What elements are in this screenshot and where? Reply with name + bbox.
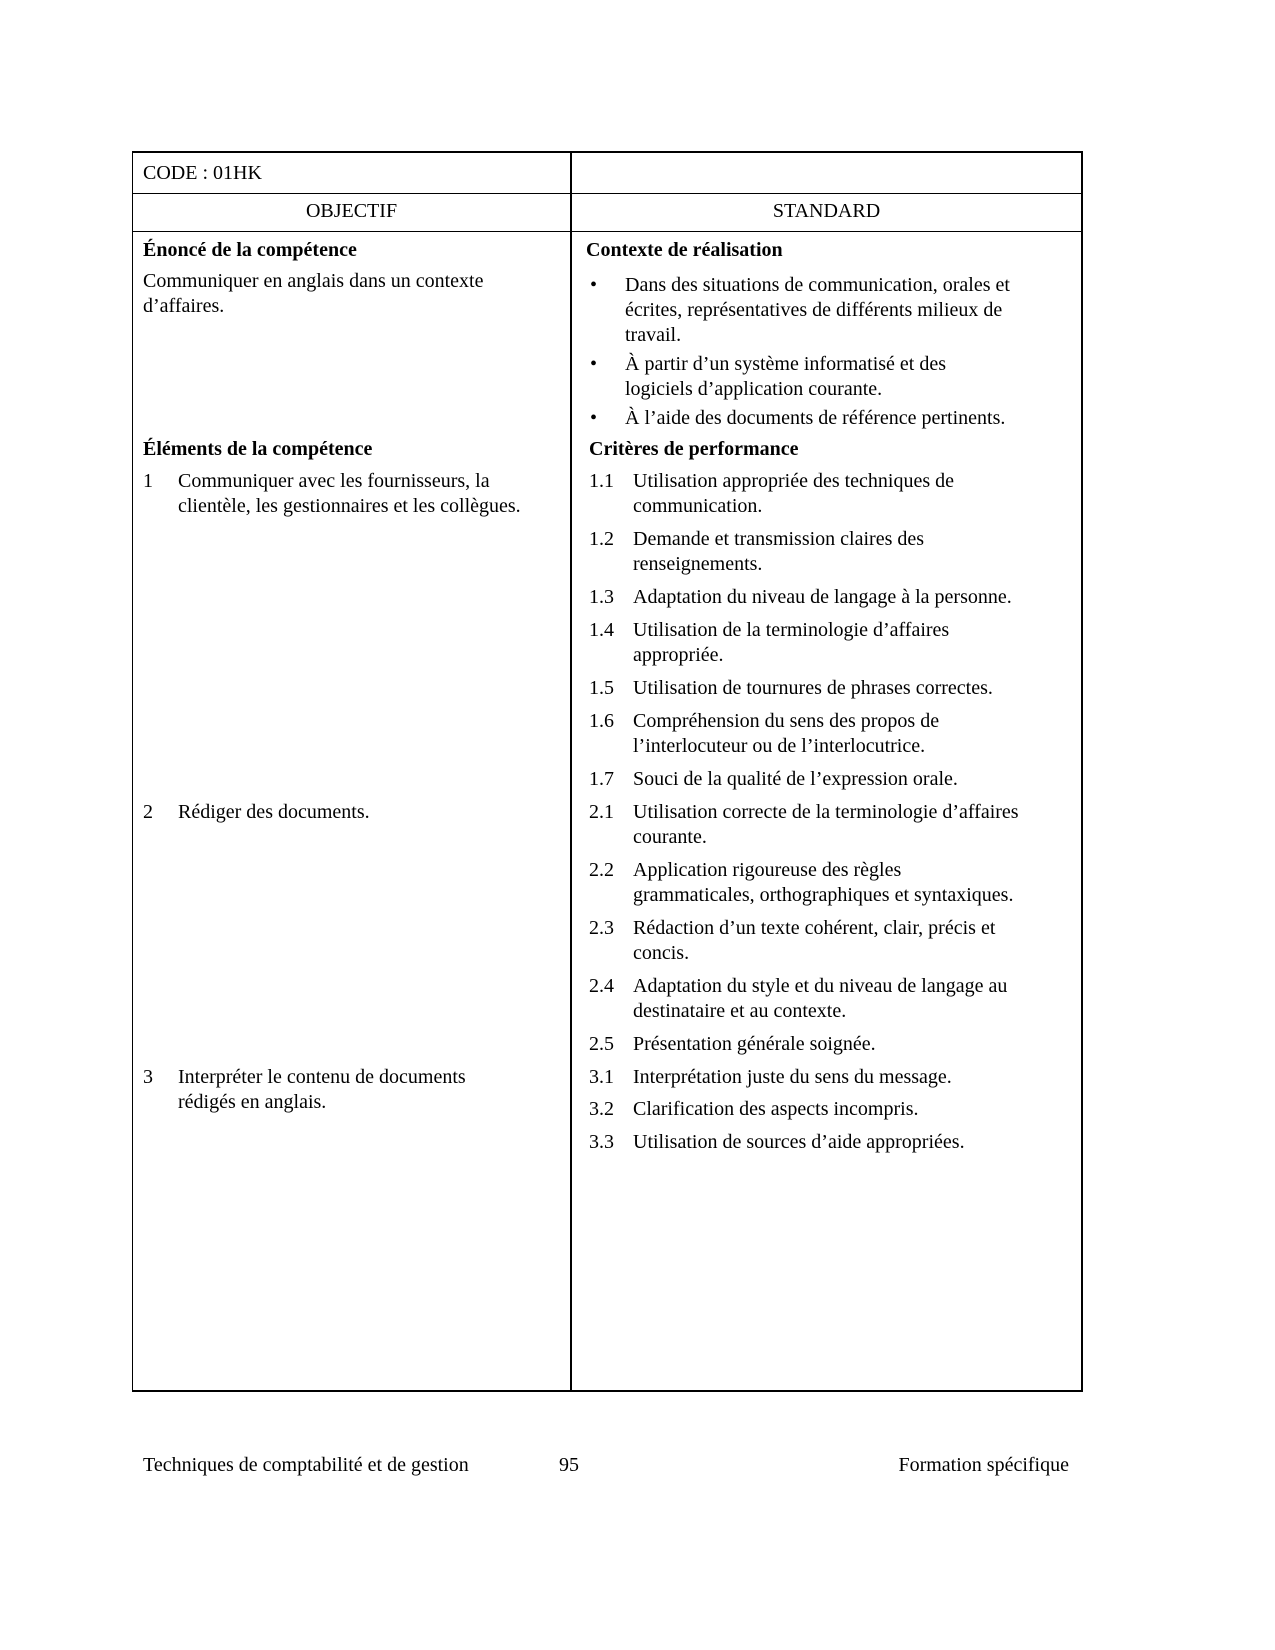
bullet-icon: •	[590, 274, 598, 296]
critere-number: 3.1	[589, 1066, 614, 1088]
critere-line: Souci de la qualité de l’expression orale.	[633, 768, 958, 790]
critere-number: 3.3	[589, 1131, 614, 1153]
page-number: 95	[559, 1454, 579, 1476]
critere-number: 2.3	[589, 917, 614, 939]
enonce-title: Énoncé de la compétence	[143, 239, 357, 261]
critere-number: 2.2	[589, 859, 614, 881]
critere-line: Utilisation de tournures de phrases correctes.	[633, 677, 993, 699]
critere-line: concis.	[633, 942, 690, 964]
critere-line: Demande et transmission claires des	[633, 528, 925, 550]
element-line: Rédiger des documents.	[178, 801, 370, 823]
contexte-line: logiciels d’application courante.	[625, 378, 883, 400]
critere-number: 1.1	[589, 470, 614, 492]
critere-line: Clarification des aspects incompris.	[633, 1098, 919, 1120]
elements-title: Éléments de la compétence	[143, 438, 373, 460]
critere-line: communication.	[633, 495, 763, 517]
table-border-bottom	[132, 1390, 1083, 1392]
critere-number: 1.7	[589, 768, 614, 790]
critere-number: 1.2	[589, 528, 614, 550]
critere-number: 3.2	[589, 1098, 614, 1120]
critere-number: 1.5	[589, 677, 614, 699]
element-line: Interpréter le contenu de documents	[178, 1066, 466, 1088]
element-number: 1	[143, 470, 153, 492]
critere-number: 2.5	[589, 1033, 614, 1055]
footer-program: Techniques de comptabilité et de gestion	[143, 1454, 469, 1476]
critere-number: 1.6	[589, 710, 614, 732]
critere-line: courante.	[633, 826, 707, 848]
critere-line: Utilisation correcte de la terminologie d’affaires	[633, 801, 1019, 823]
element-line: Communiquer avec les fournisseurs, la	[178, 470, 490, 492]
contexte-line: À l’aide des documents de référence pertinents.	[625, 407, 1006, 429]
critere-line: Application rigoureuse des règles	[633, 859, 902, 881]
critere-line: grammaticales, orthographiques et syntaxiques.	[633, 884, 1014, 906]
critere-line: Rédaction d’un texte cohérent, clair, précis et	[633, 917, 996, 939]
table-border-right	[1081, 151, 1083, 1392]
table-border-top	[132, 151, 1083, 153]
critere-line: Présentation générale soignée.	[633, 1033, 876, 1055]
enonce-text	[143, 269, 483, 319]
contexte-title: Contexte de réalisation	[586, 239, 783, 261]
critere-number: 1.3	[589, 586, 614, 608]
criteres-title: Critères de performance	[589, 438, 799, 460]
footer-section: Formation spécifique	[898, 1454, 1069, 1476]
contexte-line: Dans des situations de communication, orales et	[625, 274, 1010, 296]
bullet-icon: •	[590, 407, 598, 429]
critere-line: destinataire et au contexte.	[633, 1000, 847, 1022]
row-divider-2	[132, 231, 1083, 232]
element-line: clientèle, les gestionnaires et les collègues.	[178, 495, 521, 517]
element-line: rédigés en anglais.	[178, 1091, 327, 1113]
element-number: 3	[143, 1066, 153, 1088]
contexte-line: À partir d’un système informatisé et des	[625, 353, 947, 375]
element-number: 2	[143, 801, 153, 823]
contexte-line: travail.	[625, 324, 682, 346]
critere-number: 1.4	[589, 619, 614, 641]
enonce-line: Communiquer en anglais dans un contexte	[143, 270, 484, 292]
objectif-header: OBJECTIF	[305, 200, 398, 222]
column-divider	[570, 151, 572, 1392]
row-divider-1	[132, 193, 1083, 194]
critere-line: Adaptation du niveau de langage à la personne.	[633, 586, 1012, 608]
critere-line: appropriée.	[633, 644, 724, 666]
bullet-icon: •	[590, 353, 598, 375]
enonce-line: d’affaires.	[143, 295, 225, 317]
critere-line: Utilisation de sources d’aide appropriées.	[633, 1131, 965, 1153]
critere-line: l’interlocuteur ou de l’interlocutrice.	[633, 735, 926, 757]
critere-line: Compréhension du sens des propos de	[633, 710, 940, 732]
critere-number: 2.1	[589, 801, 614, 823]
table-border-left	[132, 151, 133, 1392]
critere-number: 2.4	[589, 975, 614, 997]
critere-line: Adaptation du style et du niveau de langage au	[633, 975, 1008, 997]
critere-line: Utilisation de la terminologie d’affaires	[633, 619, 950, 641]
critere-line: Interprétation juste du sens du message.	[633, 1066, 952, 1088]
critere-line: Utilisation appropriée des techniques de	[633, 470, 955, 492]
critere-line: renseignements.	[633, 553, 763, 575]
contexte-line: écrites, représentatives de différents milieux de	[625, 299, 1003, 321]
standard-header: STANDARD	[772, 200, 881, 222]
code-label: CODE : 01HK	[143, 162, 262, 184]
